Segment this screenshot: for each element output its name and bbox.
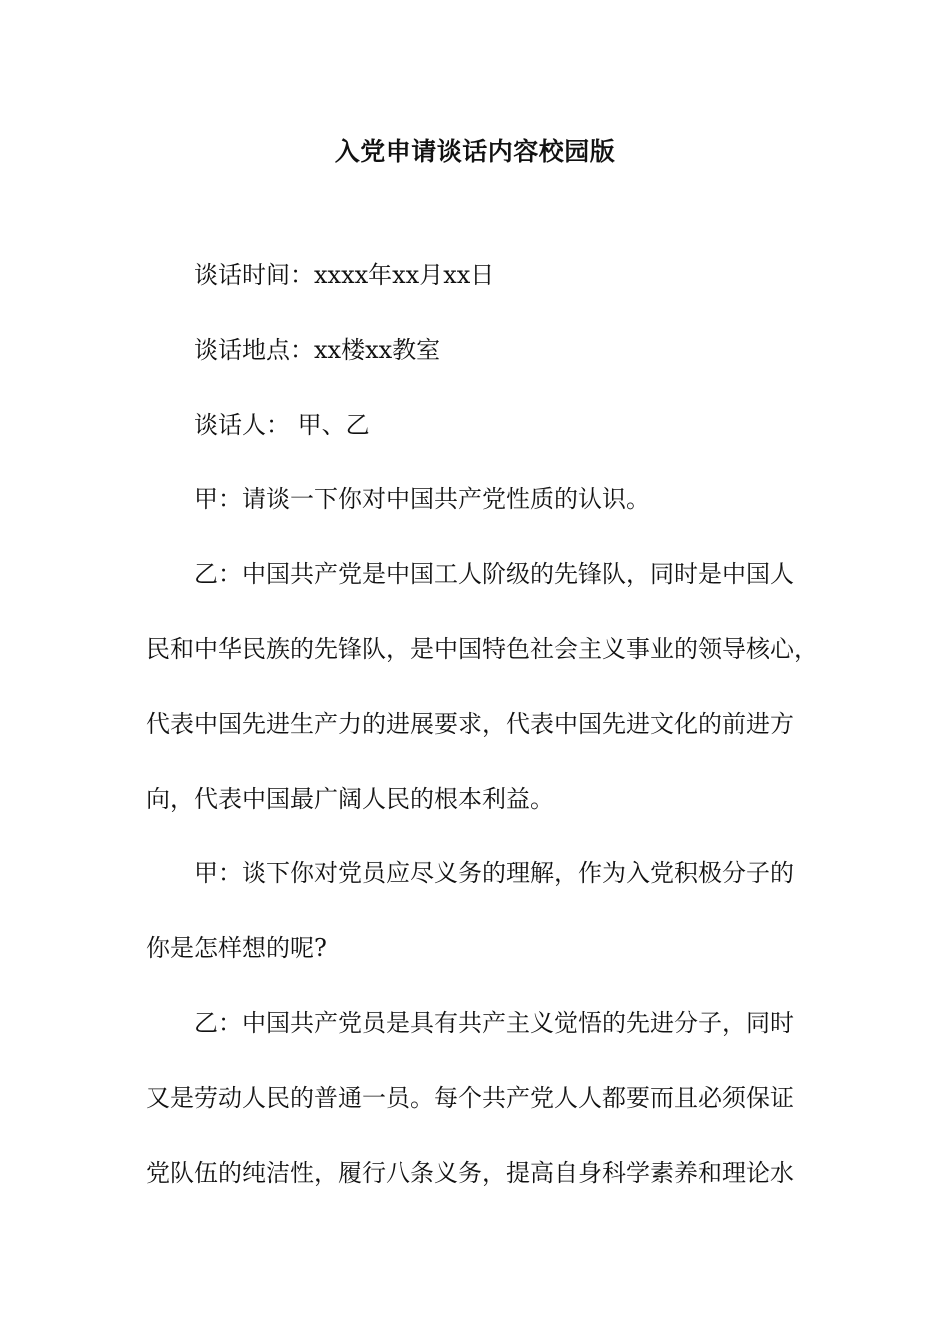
question-2-line-1: 甲：谈下你对党员应尽义务的理解，作为入党积极分子的 — [194, 859, 794, 887]
answer-2-line-1: 乙：中国共产党员是具有共产主义觉悟的先进分子，同时 — [194, 1009, 794, 1037]
answer-1-line-1: 乙：中国共产党是中国工人阶级的先锋队，同时是中国人 — [194, 560, 794, 588]
question-1-line: 甲：请谈一下你对中国共产党性质的认识。 — [194, 485, 650, 513]
document-title: 入党申请谈话内容校园版 — [334, 137, 616, 166]
participants-line: 谈话人： 甲、乙 — [194, 411, 370, 439]
answer-1-line-4: 向，代表中国最广阔人民的根本利益。 — [146, 785, 554, 813]
answer-1-line-2: 民和中华民族的先锋队，是中国特色社会主义事业的领导核心， — [146, 635, 818, 663]
answer-2-line-2: 又是劳动人民的普通一员。每个共产党人人都要而且必须保证 — [146, 1084, 794, 1112]
answer-2-line-3: 党队伍的纯洁性，履行八条义务，提高自身科学素养和理论水 — [146, 1159, 794, 1187]
meeting-place-line: 谈话地点：xx楼xx教室 — [194, 336, 441, 364]
question-2-line-2: 你是怎样想的呢? — [146, 934, 327, 962]
meeting-time-line: 谈话时间：xxxx年xx月xx日 — [194, 261, 495, 289]
answer-1-line-3: 代表中国先进生产力的进展要求，代表中国先进文化的前进方 — [146, 710, 794, 738]
